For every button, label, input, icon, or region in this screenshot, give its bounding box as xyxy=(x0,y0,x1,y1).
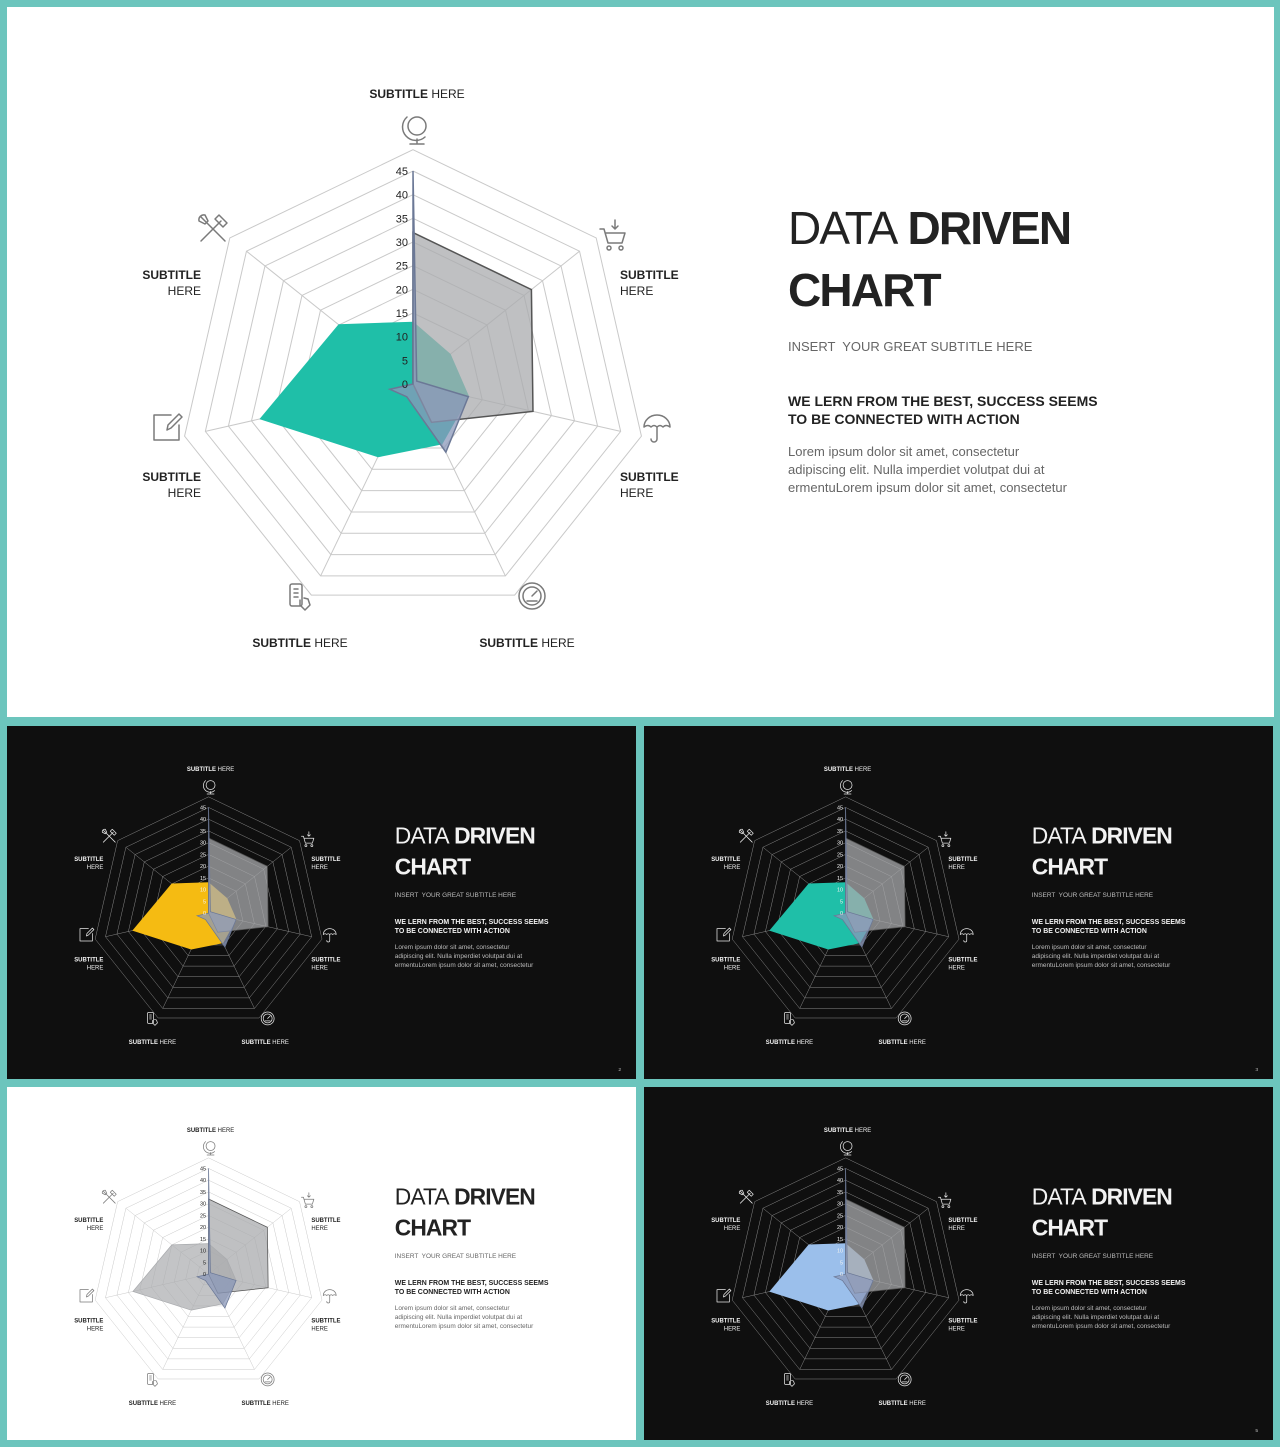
globe-icon xyxy=(840,1142,852,1155)
title-bold: DRIVEN xyxy=(1085,1183,1172,1210)
axis-label-bold: SUBTITLE xyxy=(823,765,854,773)
page-title-line2: CHART xyxy=(394,853,471,880)
axis-label xyxy=(760,1038,820,1046)
body-text: Lorem ipsum dolor sit amet, consectetur adipiscing elit. Nulla imperdiet volutpat dui at ermentuLorem ipsum dolor sit amet, consectetur xyxy=(394,942,534,969)
axis-label-light: HERE xyxy=(796,1038,814,1046)
tick-label: 30 xyxy=(837,840,844,847)
umbrella-icon xyxy=(644,415,670,442)
axis-label xyxy=(235,1038,295,1046)
axis-label-light: HERE xyxy=(723,1324,741,1332)
axis-label xyxy=(54,855,104,871)
page-number: 5 xyxy=(1255,1428,1259,1434)
subtitle: INSERT YOUR GREAT SUBTITLE HERE xyxy=(394,890,517,899)
axis-label xyxy=(620,267,679,299)
tick-label: 5 xyxy=(840,1260,844,1267)
title-bold: DRIVEN xyxy=(1085,822,1172,849)
axis-label xyxy=(948,955,977,971)
axis-label-light: HERE xyxy=(723,863,741,871)
slide-canvas xyxy=(7,1087,636,1440)
tick-label: 35 xyxy=(837,1189,844,1196)
section-heading: WE LERN FROM THE BEST, SUCCESS SEEMS TO BE CONNECTED WITH ACTION xyxy=(788,393,1098,427)
axis-label-bold: SUBTITLE xyxy=(74,1316,104,1324)
axis-label xyxy=(123,1038,183,1046)
subtitle: INSERT YOUR GREAT SUBTITLE HERE xyxy=(1031,1251,1154,1260)
axis-label xyxy=(691,1216,741,1232)
page-number: 2 xyxy=(618,1067,622,1073)
axis-label-bold: SUBTITLE xyxy=(711,855,741,863)
cart-icon xyxy=(600,220,625,250)
tick-label: 10 xyxy=(200,887,207,894)
axis-label xyxy=(818,765,878,773)
axis-label-light: HERE xyxy=(86,1224,104,1232)
globe-icon xyxy=(840,781,852,794)
subtitle: INSERT YOUR GREAT SUBTITLE HERE xyxy=(1031,890,1154,899)
tick-label: 40 xyxy=(200,817,207,824)
axis-label xyxy=(691,855,741,871)
slide-light-grey[interactable] xyxy=(7,1087,636,1440)
title-light: DATA xyxy=(788,202,897,254)
edit-icon xyxy=(717,1289,731,1302)
axis-label-light: HERE xyxy=(272,1399,289,1407)
axis-label xyxy=(240,635,360,651)
axis-label-light: HERE xyxy=(854,765,872,773)
page-title-line1 xyxy=(395,820,554,851)
axis-label-bold: SUBTITLE xyxy=(186,765,217,773)
axis-label-bold: SUBTITLE xyxy=(620,268,679,282)
cart-icon xyxy=(938,832,950,847)
axis-label-bold: SUBTITLE xyxy=(765,1038,795,1046)
globe-icon xyxy=(203,781,215,794)
page-title-line2: CHART xyxy=(394,1214,471,1241)
axis-label xyxy=(357,86,477,102)
title-bold: DRIVEN xyxy=(448,822,535,849)
body-text: Lorem ipsum dolor sit amet, consectetur adipiscing elit. Nulla imperdiet volutpat dui at ermentuLorem ipsum dolor sit amet, consectetur xyxy=(1031,942,1171,969)
axis-label-bold: SUBTITLE xyxy=(241,1038,271,1046)
axis-label-light: HERE xyxy=(620,284,654,298)
tick-label: 40 xyxy=(837,1178,844,1185)
axis-label xyxy=(760,1399,820,1407)
slide-canvas xyxy=(7,7,1274,717)
phone-icon xyxy=(148,1373,158,1386)
axis-label xyxy=(691,1316,741,1332)
text-panel xyxy=(395,820,554,969)
tick-label: 20 xyxy=(837,864,844,871)
body-text: Lorem ipsum dolor sit amet, consectetur adipiscing elit. Nulla imperdiet volutpat dui at ermentuLorem ipsum dolor sit amet, consectetur xyxy=(788,444,1067,495)
gauge-icon xyxy=(261,1012,274,1025)
tick-label: 0 xyxy=(203,911,207,918)
tick-label: 25 xyxy=(200,852,207,859)
section-heading: WE LERN FROM THE BEST, SUCCESS SEEMS TO BE CONNECTED WITH ACTION xyxy=(394,1278,549,1296)
axis-label-light: HERE xyxy=(159,1399,177,1407)
axis-label-bold: SUBTITLE xyxy=(878,1038,908,1046)
tick-label: 45 xyxy=(200,1166,207,1173)
axis-label-bold: SUBTITLE xyxy=(74,1216,104,1224)
axis-label-light: HERE xyxy=(167,284,201,298)
axis-label xyxy=(181,765,241,773)
tick-label: 0 xyxy=(840,1272,844,1279)
tools-icon xyxy=(102,1190,116,1203)
tick-label: 40 xyxy=(200,1178,207,1185)
tick-label: 35 xyxy=(200,828,207,835)
axis-label-light: HERE xyxy=(311,963,328,971)
tick-label: 30 xyxy=(837,1201,844,1208)
tick-label: 10 xyxy=(395,331,408,344)
axis-label xyxy=(948,855,977,871)
tick-label: 5 xyxy=(203,1260,207,1267)
axis-label-bold: SUBTITLE xyxy=(948,1316,978,1324)
page-title-line2: CHART xyxy=(788,264,940,316)
axis-label-bold: SUBTITLE xyxy=(878,1399,908,1407)
tick-label: 15 xyxy=(837,1236,844,1243)
axis-label-light: HERE xyxy=(314,636,348,650)
axis-label-bold: SUBTITLE xyxy=(241,1399,271,1407)
phone-icon xyxy=(148,1012,158,1025)
edit-icon xyxy=(154,414,182,440)
title-light: DATA xyxy=(394,1183,449,1210)
axis-label-light: HERE xyxy=(431,87,465,101)
tick-label: 45 xyxy=(837,1166,844,1173)
umbrella-icon xyxy=(323,929,336,942)
axis-label xyxy=(235,1399,295,1407)
slide-dark-teal[interactable] xyxy=(644,726,1273,1079)
axis-label-light: HERE xyxy=(948,1324,965,1332)
axis-label-bold: SUBTITLE xyxy=(311,955,341,963)
section-heading: WE LERN FROM THE BEST, SUCCESS SEEMS TO BE CONNECTED WITH ACTION xyxy=(1031,917,1186,935)
tick-label: 40 xyxy=(837,817,844,824)
slide-dark-yellow[interactable] xyxy=(7,726,636,1079)
tick-label: 25 xyxy=(200,1213,207,1220)
tools-icon xyxy=(739,829,753,842)
axis-label-bold: SUBTITLE xyxy=(186,1126,217,1134)
tick-label: 25 xyxy=(837,1213,844,1220)
body-text: Lorem ipsum dolor sit amet, consectetur adipiscing elit. Nulla imperdiet volutpat dui at ermentuLorem ipsum dolor sit amet, consectetur xyxy=(1031,1303,1171,1330)
axis-label xyxy=(872,1038,932,1046)
axis-label-light: HERE xyxy=(620,486,654,500)
axis-label-light: HERE xyxy=(723,1224,741,1232)
axis-label xyxy=(123,1399,183,1407)
page-title-line2: CHART xyxy=(1031,853,1108,880)
text-panel xyxy=(1032,1181,1191,1330)
gauge-icon xyxy=(519,583,545,609)
tick-label: 15 xyxy=(837,875,844,882)
axis-label xyxy=(101,267,201,299)
axis-label-light: HERE xyxy=(541,636,575,650)
axis-label-light: HERE xyxy=(86,963,104,971)
axis-label-bold: SUBTITLE xyxy=(252,636,311,650)
axis-label-light: HERE xyxy=(909,1038,926,1046)
slide-dark-blue[interactable] xyxy=(644,1087,1273,1440)
axis-label xyxy=(467,635,587,651)
axis-label-bold: SUBTITLE xyxy=(311,855,341,863)
tick-label: 35 xyxy=(837,828,844,835)
axis-label xyxy=(54,1316,104,1332)
tick-label: 5 xyxy=(401,355,408,368)
tick-label: 5 xyxy=(203,899,207,906)
body-text: Lorem ipsum dolor sit amet, consectetur adipiscing elit. Nulla imperdiet volutpat dui at ermentuLorem ipsum dolor sit amet, consectetur xyxy=(394,1303,534,1330)
axis-label-bold: SUBTITLE xyxy=(479,636,538,650)
axis-label-light: HERE xyxy=(948,863,965,871)
title-light: DATA xyxy=(394,822,449,849)
tick-label: 45 xyxy=(837,805,844,812)
tick-label: 10 xyxy=(837,887,844,894)
tick-label: 0 xyxy=(203,1272,207,1279)
cart-icon xyxy=(301,832,313,847)
axis-label-light: HERE xyxy=(217,765,235,773)
tick-label: 15 xyxy=(200,1236,207,1243)
axis-label xyxy=(181,1126,241,1134)
title-light: DATA xyxy=(1031,822,1086,849)
umbrella-icon xyxy=(960,929,973,942)
tick-label: 0 xyxy=(401,379,408,391)
slide-main[interactable] xyxy=(7,7,1274,717)
axis-label-bold: SUBTITLE xyxy=(74,955,104,963)
tick-label: 10 xyxy=(837,1248,844,1255)
axis-label xyxy=(948,1216,977,1232)
axis-label-light: HERE xyxy=(723,963,741,971)
tools-icon xyxy=(739,1190,753,1203)
tick-label: 30 xyxy=(200,1201,207,1208)
tick-label: 15 xyxy=(200,875,207,882)
axis-label-light: HERE xyxy=(272,1038,289,1046)
title-light: DATA xyxy=(1031,1183,1086,1210)
tick-label: 25 xyxy=(837,852,844,859)
axis-label-light: HERE xyxy=(86,1324,104,1332)
tick-label: 5 xyxy=(840,899,844,906)
axis-label xyxy=(872,1399,932,1407)
text-panel xyxy=(1032,820,1191,969)
axis-label-bold: SUBTITLE xyxy=(74,855,104,863)
gauge-icon xyxy=(261,1373,274,1386)
axis-label-bold: SUBTITLE xyxy=(765,1399,795,1407)
page-title-line1 xyxy=(1032,1181,1191,1212)
phone-icon xyxy=(785,1012,795,1025)
tick-label: 20 xyxy=(200,864,207,871)
title-bold: DRIVEN xyxy=(448,1183,535,1210)
section-heading: WE LERN FROM THE BEST, SUCCESS SEEMS TO BE CONNECTED WITH ACTION xyxy=(394,917,549,935)
title-bold: DRIVEN xyxy=(896,202,1071,254)
axis-label xyxy=(54,955,104,971)
axis-label-light: HERE xyxy=(167,486,201,500)
umbrella-icon xyxy=(960,1290,973,1303)
axis-label-bold: SUBTITLE xyxy=(823,1126,854,1134)
tick-label: 20 xyxy=(395,284,408,297)
axis-label-bold: SUBTITLE xyxy=(128,1038,158,1046)
tick-label: 30 xyxy=(200,840,207,847)
axis-label-bold: SUBTITLE xyxy=(711,1316,741,1324)
axis-label-light: HERE xyxy=(217,1126,235,1134)
axis-label-bold: SUBTITLE xyxy=(711,955,741,963)
text-panel xyxy=(395,1181,554,1330)
tick-label: 10 xyxy=(200,1248,207,1255)
axis-label xyxy=(101,469,201,501)
axis-label xyxy=(948,1316,977,1332)
page-title-line2: CHART xyxy=(1031,1214,1108,1241)
axis-label-light: HERE xyxy=(948,963,965,971)
axis-label xyxy=(54,1216,104,1232)
edit-icon xyxy=(80,1289,94,1302)
axis-label-light: HERE xyxy=(796,1399,814,1407)
tools-icon xyxy=(199,215,227,241)
globe-icon xyxy=(203,1142,215,1155)
gauge-icon xyxy=(898,1373,911,1386)
tick-label: 30 xyxy=(395,237,408,249)
axis-label-light: HERE xyxy=(311,1224,328,1232)
edit-icon xyxy=(80,928,94,941)
slide-canvas xyxy=(644,726,1273,1079)
page-number: 3 xyxy=(1255,1067,1259,1073)
axis-label xyxy=(691,955,741,971)
subtitle: INSERT YOUR GREAT SUBTITLE HERE xyxy=(788,339,1033,354)
phone-icon xyxy=(290,584,310,610)
tick-label: 45 xyxy=(395,166,408,178)
slide-canvas xyxy=(644,1087,1273,1440)
tick-label: 25 xyxy=(395,260,408,273)
axis-label-light: HERE xyxy=(948,1224,965,1232)
cart-icon xyxy=(938,1193,950,1208)
phone-icon xyxy=(785,1373,795,1386)
axis-label-bold: SUBTITLE xyxy=(311,1316,341,1324)
axis-label-bold: SUBTITLE xyxy=(311,1216,341,1224)
axis-label-light: HERE xyxy=(909,1399,926,1407)
axis-label xyxy=(311,1216,340,1232)
axis-label-bold: SUBTITLE xyxy=(142,470,201,484)
axis-label xyxy=(311,1316,340,1332)
axis-label xyxy=(620,469,679,501)
axis-label-light: HERE xyxy=(854,1126,872,1134)
tick-label: 15 xyxy=(395,308,408,320)
tick-label: 20 xyxy=(837,1225,844,1232)
tools-icon xyxy=(102,829,116,842)
globe-icon xyxy=(403,117,426,144)
axis-label-bold: SUBTITLE xyxy=(948,1216,978,1224)
axis-label xyxy=(818,1126,878,1134)
tick-label: 20 xyxy=(200,1225,207,1232)
section-heading: WE LERN FROM THE BEST, SUCCESS SEEMS TO BE CONNECTED WITH ACTION xyxy=(1031,1278,1186,1296)
page-title-line1 xyxy=(1032,820,1191,851)
gauge-icon xyxy=(898,1012,911,1025)
tick-label: 35 xyxy=(200,1189,207,1196)
tick-label: 0 xyxy=(840,911,844,918)
edit-icon xyxy=(717,928,731,941)
page-title-line1 xyxy=(788,197,1108,259)
axis-label-light: HERE xyxy=(311,1324,328,1332)
axis-label-bold: SUBTITLE xyxy=(128,1399,158,1407)
axis-label-bold: SUBTITLE xyxy=(711,1216,741,1224)
subtitle: INSERT YOUR GREAT SUBTITLE HERE xyxy=(394,1251,517,1260)
axis-label xyxy=(311,855,340,871)
axis-label xyxy=(311,955,340,971)
tick-label: 40 xyxy=(395,189,408,202)
axis-label-bold: SUBTITLE xyxy=(369,87,428,101)
axis-label-bold: SUBTITLE xyxy=(620,470,679,484)
cart-icon xyxy=(301,1193,313,1208)
tick-label: 35 xyxy=(395,213,408,226)
text-panel xyxy=(788,197,1108,497)
axis-label-light: HERE xyxy=(86,863,104,871)
axis-label-bold: SUBTITLE xyxy=(142,268,201,282)
page-title-line1 xyxy=(395,1181,554,1212)
tick-label: 45 xyxy=(200,805,207,812)
umbrella-icon xyxy=(323,1290,336,1303)
axis-label-bold: SUBTITLE xyxy=(948,855,978,863)
slide-canvas xyxy=(7,726,636,1079)
axis-label-light: HERE xyxy=(311,863,328,871)
axis-label-bold: SUBTITLE xyxy=(948,955,978,963)
axis-label-light: HERE xyxy=(159,1038,177,1046)
